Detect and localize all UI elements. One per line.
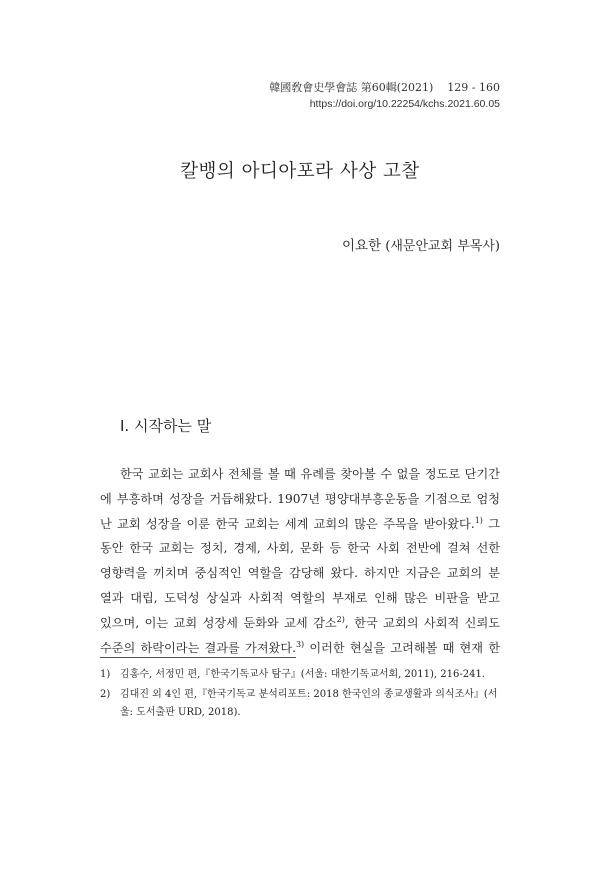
footnote-number: 1) bbox=[100, 669, 111, 680]
footnote-number: 2) bbox=[100, 689, 111, 700]
body-line: 열과 대립, 도덕성 상실과 사회적 역할의 부재로 인해 많은 비판을 받고 bbox=[100, 590, 500, 605]
author-name: 이요한 bbox=[341, 238, 382, 254]
body-line: 에 부흥하며 성장을 거듭해왔다. 1907년 평양대부흥운동을 기점으로 엄청 bbox=[100, 491, 500, 506]
body-line-text: 난 교회 성장을 이룬 한국 교회는 세계 교회의 많은 주목을 받아왔다. bbox=[100, 516, 475, 531]
author-line bbox=[342, 234, 500, 254]
journal-header bbox=[269, 80, 500, 112]
footnote-ref[interactable]: 2) bbox=[336, 614, 345, 624]
footnotes bbox=[100, 666, 505, 724]
doi-link[interactable]: https://doi.org/10.22254/kchs.2021.60.05 bbox=[309, 98, 500, 110]
page-range: 129 - 160 bbox=[447, 81, 500, 94]
footnote-item bbox=[100, 686, 505, 722]
footnote-ref[interactable]: 3) bbox=[295, 639, 305, 649]
footnote-text: 김대진 외 4인 편,『한국기독교 분석리포트: 2018 한국인의 종교생활과 의식조사』(서울: 도서출판 URD, 2018). bbox=[120, 689, 498, 718]
journal-citation bbox=[269, 80, 500, 96]
body-line bbox=[100, 611, 500, 636]
paper-title: 칼뱅의 아디아포라 사상 고찰 bbox=[180, 161, 420, 182]
body-line-text: , 한국 교회의 사회적 신뢰도 bbox=[344, 615, 501, 630]
body-line-text: 수준의 하락이라는 결과를 가져왔다. bbox=[100, 640, 296, 655]
footnote-text: 김홍수, 서정민 편,『한국기독교사 탐구』(서울: 대한기독교서회, 2011), 216-241. bbox=[120, 669, 485, 680]
body-line-text: 그 bbox=[482, 516, 500, 531]
body-line bbox=[100, 512, 500, 537]
body-line: 한국 교회는 교회사 전체를 볼 때 유례를 찾아볼 수 없을 정도로 단기간 bbox=[120, 467, 500, 481]
body-line: 동안 한국 교회는 정치, 경제, 사회, 문화 등 한국 사회 전반에 걸쳐 선한 bbox=[100, 541, 500, 556]
author-affiliation: (새문안교회 부목사) bbox=[385, 239, 500, 254]
body-line: 영향력을 끼치며 중심적인 역할을 감당해 왔다. 하지만 지금은 교회의 분 bbox=[100, 566, 500, 581]
body-paragraph bbox=[100, 462, 500, 660]
footnote-divider bbox=[100, 657, 296, 658]
body-line-text: 이러한 현실을 고려해볼 때 현재 한 bbox=[304, 640, 500, 655]
body-line-text: 있으며, 이는 교회 성장세 둔화와 교세 감소 bbox=[100, 615, 337, 630]
footnote-ref[interactable]: 1) bbox=[474, 515, 483, 525]
journal-name: 韓國敎會史學會誌 第60輯(2021) bbox=[269, 81, 434, 94]
section-heading: I. 시작하는 말 bbox=[120, 417, 212, 435]
footnote-item bbox=[100, 666, 505, 684]
